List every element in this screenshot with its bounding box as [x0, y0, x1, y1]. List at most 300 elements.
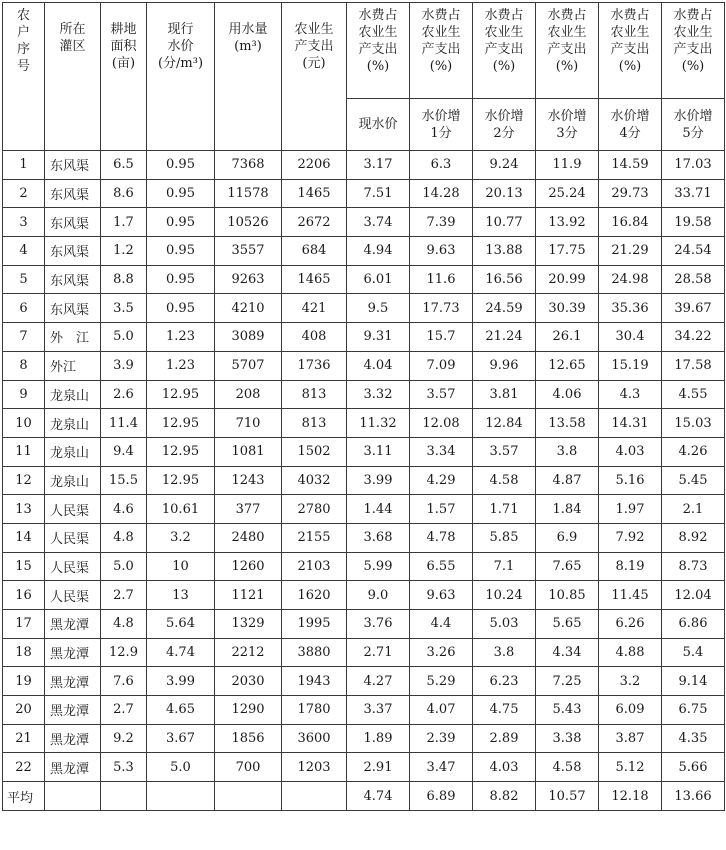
cost-cell: 1620 — [282, 581, 347, 610]
water-cell: 208 — [215, 380, 282, 409]
ratio-plus5-cell: 9.14 — [662, 667, 725, 696]
header-sub-label: 3分 — [556, 125, 578, 141]
cost-cell: 1780 — [282, 696, 347, 725]
average-ratio-plus2-cell: 8.82 — [473, 782, 536, 811]
ratio-plus3-cell: 4.58 — [536, 753, 599, 782]
header-land — [101, 3, 147, 151]
area-cell: 黑龙潭 — [45, 724, 101, 753]
land-cell: 3.5 — [101, 294, 147, 323]
ratio-plus1-cell: 3.47 — [410, 753, 473, 782]
ratio-plus4-cell: 11.45 — [599, 581, 662, 610]
ratio-current-cell: 9.5 — [347, 294, 410, 323]
header-cost — [282, 3, 347, 151]
header-cost-line: 农业生 — [294, 22, 334, 37]
ratio-plus2-cell: 12.84 — [473, 409, 536, 438]
header-area-line: 灌区 — [59, 39, 86, 54]
table-row — [3, 380, 725, 409]
header-sub-label: 2分 — [493, 125, 515, 141]
ratio-current-cell: 9.0 — [347, 581, 410, 610]
ratio-plus1-cell: 4.07 — [410, 696, 473, 725]
ratio-plus5-cell: 39.67 — [662, 294, 725, 323]
land-cell: 15.5 — [101, 466, 147, 495]
cost-cell: 2672 — [282, 208, 347, 237]
ratio-plus4-cell: 3.2 — [599, 667, 662, 696]
ratio-plus2-cell: 16.56 — [473, 265, 536, 294]
cost-cell: 813 — [282, 380, 347, 409]
seq-cell: 4 — [3, 237, 45, 266]
table-row — [3, 638, 725, 667]
table-row — [3, 294, 725, 323]
ratio-plus3-cell: 5.43 — [536, 696, 599, 725]
land-cell: 9.4 — [101, 437, 147, 466]
ratio-current-cell: 4.04 — [347, 351, 410, 380]
ratio-plus2-cell: 1.71 — [473, 495, 536, 524]
ratio-plus2-cell: 4.03 — [473, 753, 536, 782]
ratio-plus2-cell: 10.24 — [473, 581, 536, 610]
ratio-plus5-cell: 17.03 — [662, 151, 725, 180]
header-price-line: (分/m³) — [157, 56, 204, 71]
area-cell: 黑龙潭 — [45, 696, 101, 725]
ratio-plus2-cell: 21.24 — [473, 323, 536, 352]
ratio-current-cell: 2.71 — [347, 638, 410, 667]
water-cell: 1121 — [215, 581, 282, 610]
table-row — [3, 323, 725, 352]
water-cell: 2212 — [215, 638, 282, 667]
area-cell: 东风渠 — [45, 265, 101, 294]
land-cell: 11.4 — [101, 409, 147, 438]
ratio-plus4-cell: 3.87 — [599, 724, 662, 753]
header-ratio-line: 产支出 — [421, 42, 461, 57]
cost-cell: 2780 — [282, 495, 347, 524]
ratio-plus5-cell: 4.26 — [662, 437, 725, 466]
header-price-line: 现行 — [167, 22, 194, 37]
seq-cell: 1 — [3, 151, 45, 180]
price-cell: 0.95 — [147, 151, 215, 180]
ratio-plus4-cell: 16.84 — [599, 208, 662, 237]
water-fee-table — [2, 2, 725, 811]
ratio-current-cell: 2.91 — [347, 753, 410, 782]
ratio-plus3-cell: 13.58 — [536, 409, 599, 438]
seq-cell: 15 — [3, 552, 45, 581]
header-ratio — [410, 3, 473, 99]
cost-cell: 1995 — [282, 610, 347, 639]
ratio-plus3-cell: 1.84 — [536, 495, 599, 524]
ratio-plus2-cell: 4.58 — [473, 466, 536, 495]
ratio-plus5-cell: 33.71 — [662, 179, 725, 208]
water-cell: 377 — [215, 495, 282, 524]
seq-cell: 9 — [3, 380, 45, 409]
header-ratio-line: 水费占 — [421, 8, 461, 23]
cost-cell: 1943 — [282, 667, 347, 696]
header-ratio-line: 水费占 — [484, 8, 524, 23]
seq-cell: 20 — [3, 696, 45, 725]
seq-cell: 6 — [3, 294, 45, 323]
ratio-current-cell: 4.27 — [347, 667, 410, 696]
header-ratio-line: 农业生 — [421, 25, 461, 40]
land-cell: 9.2 — [101, 724, 147, 753]
ratio-plus3-cell: 4.87 — [536, 466, 599, 495]
ratio-current-cell: 3.74 — [347, 208, 410, 237]
header-sub-label: 5分 — [682, 125, 704, 141]
header-sub-plus1 — [410, 99, 473, 151]
area-cell: 人民渠 — [45, 581, 101, 610]
ratio-plus5-cell: 8.73 — [662, 552, 725, 581]
ratio-plus5-cell: 5.66 — [662, 753, 725, 782]
price-cell: 0.95 — [147, 208, 215, 237]
price-cell: 1.23 — [147, 351, 215, 380]
land-cell: 1.2 — [101, 237, 147, 266]
header-sub-label: 水价增 — [673, 108, 713, 124]
average-ratio-plus3-cell: 10.57 — [536, 782, 599, 811]
cost-cell: 1465 — [282, 265, 347, 294]
ratio-plus2-cell: 9.96 — [473, 351, 536, 380]
header-sub-label: 1分 — [430, 125, 452, 141]
header-seq-line: 号 — [16, 59, 30, 74]
ratio-plus3-cell: 7.25 — [536, 667, 599, 696]
ratio-current-cell: 1.89 — [347, 724, 410, 753]
price-cell: 12.95 — [147, 466, 215, 495]
ratio-plus5-cell: 6.86 — [662, 610, 725, 639]
table-row — [3, 523, 725, 552]
area-cell: 黑龙潭 — [45, 667, 101, 696]
water-cell: 1243 — [215, 466, 282, 495]
ratio-plus5-cell: 4.55 — [662, 380, 725, 409]
ratio-current-cell: 1.44 — [347, 495, 410, 524]
area-cell: 东风渠 — [45, 237, 101, 266]
ratio-plus1-cell: 11.6 — [410, 265, 473, 294]
land-cell: 4.8 — [101, 610, 147, 639]
ratio-plus1-cell: 4.78 — [410, 523, 473, 552]
ratio-current-cell: 7.51 — [347, 179, 410, 208]
header-sub-plus5 — [662, 99, 725, 151]
ratio-plus3-cell: 17.75 — [536, 237, 599, 266]
ratio-plus1-cell: 5.29 — [410, 667, 473, 696]
header-ratio-line: 水费占 — [610, 8, 650, 23]
table-row — [3, 466, 725, 495]
header-ratio-line: 水费占 — [358, 8, 398, 23]
header-ratio — [599, 3, 662, 99]
header-sub-label: 4分 — [619, 125, 641, 141]
header-ratio — [473, 3, 536, 99]
header-ratio-line: 农业生 — [610, 25, 650, 40]
table-row — [3, 409, 725, 438]
header-ratio — [536, 3, 599, 99]
ratio-plus5-cell: 15.03 — [662, 409, 725, 438]
area-cell: 龙泉山 — [45, 466, 101, 495]
price-cell: 10 — [147, 552, 215, 581]
header-ratio-line: 产支出 — [673, 42, 713, 57]
land-cell: 1.7 — [101, 208, 147, 237]
average-ratio-current-cell: 4.74 — [347, 782, 410, 811]
ratio-plus1-cell: 3.57 — [410, 380, 473, 409]
cost-cell: 813 — [282, 409, 347, 438]
ratio-plus2-cell: 20.13 — [473, 179, 536, 208]
table-row — [3, 724, 725, 753]
table-row — [3, 151, 725, 180]
header-ratio-line: 农业生 — [484, 25, 524, 40]
ratio-plus3-cell: 30.39 — [536, 294, 599, 323]
area-cell: 东风渠 — [45, 179, 101, 208]
ratio-current-cell: 3.68 — [347, 523, 410, 552]
ratio-plus3-cell: 6.9 — [536, 523, 599, 552]
ratio-plus3-cell: 7.65 — [536, 552, 599, 581]
ratio-plus4-cell: 5.12 — [599, 753, 662, 782]
price-cell: 0.95 — [147, 294, 215, 323]
price-cell: 12.95 — [147, 380, 215, 409]
land-cell: 3.9 — [101, 351, 147, 380]
seq-cell: 5 — [3, 265, 45, 294]
land-cell: 2.7 — [101, 581, 147, 610]
header-area-line: 所在 — [59, 22, 86, 37]
water-cell: 2030 — [215, 667, 282, 696]
land-cell: 2.6 — [101, 380, 147, 409]
area-cell: 龙泉山 — [45, 437, 101, 466]
ratio-plus1-cell: 3.34 — [410, 437, 473, 466]
table-row — [3, 237, 725, 266]
area-cell: 人民渠 — [45, 523, 101, 552]
price-cell: 10.61 — [147, 495, 215, 524]
ratio-current-cell: 3.17 — [347, 151, 410, 180]
land-cell: 5.0 — [101, 323, 147, 352]
table-row — [3, 610, 725, 639]
header-ratio — [347, 3, 410, 99]
average-label: 平均 — [3, 782, 45, 811]
ratio-plus1-cell: 14.28 — [410, 179, 473, 208]
header-ratio-line: 产支出 — [610, 42, 650, 57]
table-row — [3, 437, 725, 466]
water-cell: 700 — [215, 753, 282, 782]
price-cell: 3.67 — [147, 724, 215, 753]
ratio-plus5-cell: 2.1 — [662, 495, 725, 524]
ratio-plus1-cell: 1.57 — [410, 495, 473, 524]
seq-cell: 14 — [3, 523, 45, 552]
area-cell: 黑龙潭 — [45, 610, 101, 639]
header-land-line: (亩) — [111, 56, 136, 71]
header-price — [147, 3, 215, 151]
land-cell: 4.6 — [101, 495, 147, 524]
area-cell: 黑龙潭 — [45, 638, 101, 667]
land-cell: 8.6 — [101, 179, 147, 208]
ratio-plus1-cell: 3.26 — [410, 638, 473, 667]
table-row — [3, 495, 725, 524]
header-ratio — [662, 3, 725, 99]
area-cell: 东风渠 — [45, 208, 101, 237]
price-cell: 1.23 — [147, 323, 215, 352]
cost-cell: 1203 — [282, 753, 347, 782]
header-ratio-line: (%) — [681, 59, 705, 74]
seq-cell: 13 — [3, 495, 45, 524]
ratio-plus3-cell: 20.99 — [536, 265, 599, 294]
cost-cell: 2155 — [282, 523, 347, 552]
water-cell: 3557 — [215, 237, 282, 266]
ratio-current-cell: 3.32 — [347, 380, 410, 409]
ratio-plus4-cell: 4.88 — [599, 638, 662, 667]
ratio-plus3-cell: 4.34 — [536, 638, 599, 667]
ratio-plus2-cell: 5.03 — [473, 610, 536, 639]
header-seq-line: 序 — [16, 42, 30, 57]
land-cell: 4.8 — [101, 523, 147, 552]
seq-cell: 2 — [3, 179, 45, 208]
land-cell: 7.6 — [101, 667, 147, 696]
ratio-plus3-cell: 10.85 — [536, 581, 599, 610]
ratio-current-cell: 11.32 — [347, 409, 410, 438]
header-sub-plus3 — [536, 99, 599, 151]
water-cell: 1081 — [215, 437, 282, 466]
land-cell: 5.3 — [101, 753, 147, 782]
seq-cell: 21 — [3, 724, 45, 753]
ratio-plus1-cell: 6.3 — [410, 151, 473, 180]
header-cost-line: (元) — [302, 56, 326, 71]
ratio-current-cell: 4.94 — [347, 237, 410, 266]
header-sub-plus4 — [599, 99, 662, 151]
average-ratio-plus4-cell: 12.18 — [599, 782, 662, 811]
water-cell: 1856 — [215, 724, 282, 753]
average-empty-cell — [215, 782, 282, 811]
seq-cell: 19 — [3, 667, 45, 696]
ratio-plus2-cell: 4.75 — [473, 696, 536, 725]
average-empty-cell — [45, 782, 101, 811]
ratio-plus3-cell: 26.1 — [536, 323, 599, 352]
land-cell: 12.9 — [101, 638, 147, 667]
header-cost-line: 产支出 — [294, 39, 334, 54]
cost-cell: 4032 — [282, 466, 347, 495]
area-cell: 龙泉山 — [45, 380, 101, 409]
area-cell: 龙泉山 — [45, 409, 101, 438]
ratio-plus4-cell: 8.19 — [599, 552, 662, 581]
price-cell: 12.95 — [147, 409, 215, 438]
ratio-plus4-cell: 6.09 — [599, 696, 662, 725]
ratio-plus5-cell: 5.45 — [662, 466, 725, 495]
cost-cell: 1736 — [282, 351, 347, 380]
ratio-plus1-cell: 6.55 — [410, 552, 473, 581]
header-area — [45, 3, 101, 151]
header-seq-line: 农 — [16, 8, 30, 23]
ratio-plus3-cell: 25.24 — [536, 179, 599, 208]
ratio-plus2-cell: 9.24 — [473, 151, 536, 180]
table-row — [3, 753, 725, 782]
ratio-plus1-cell: 15.7 — [410, 323, 473, 352]
ratio-plus5-cell: 4.35 — [662, 724, 725, 753]
seq-cell: 10 — [3, 409, 45, 438]
cost-cell: 421 — [282, 294, 347, 323]
header-sub-current — [347, 99, 410, 151]
area-cell: 人民渠 — [45, 495, 101, 524]
price-cell: 13 — [147, 581, 215, 610]
area-cell: 外江 — [45, 351, 101, 380]
ratio-plus5-cell: 19.58 — [662, 208, 725, 237]
seq-cell: 7 — [3, 323, 45, 352]
ratio-plus3-cell: 5.65 — [536, 610, 599, 639]
price-cell: 0.95 — [147, 237, 215, 266]
seq-cell: 22 — [3, 753, 45, 782]
ratio-current-cell: 3.99 — [347, 466, 410, 495]
ratio-plus1-cell: 2.39 — [410, 724, 473, 753]
area-cell: 东风渠 — [45, 151, 101, 180]
water-cell: 9263 — [215, 265, 282, 294]
land-cell: 6.5 — [101, 151, 147, 180]
header-ratio-line: 农业生 — [547, 25, 587, 40]
table-row — [3, 265, 725, 294]
ratio-plus3-cell: 3.8 — [536, 437, 599, 466]
ratio-plus4-cell: 24.98 — [599, 265, 662, 294]
ratio-plus3-cell: 13.92 — [536, 208, 599, 237]
ratio-plus4-cell: 4.03 — [599, 437, 662, 466]
ratio-plus4-cell: 14.59 — [599, 151, 662, 180]
water-cell: 710 — [215, 409, 282, 438]
header-ratio-line: (%) — [492, 59, 516, 74]
ratio-plus3-cell: 11.9 — [536, 151, 599, 180]
ratio-plus1-cell: 4.29 — [410, 466, 473, 495]
table-row — [3, 179, 725, 208]
ratio-plus4-cell: 29.73 — [599, 179, 662, 208]
price-cell: 4.74 — [147, 638, 215, 667]
header-ratio-line: (%) — [366, 59, 390, 74]
average-empty-cell — [101, 782, 147, 811]
ratio-plus5-cell: 24.54 — [662, 237, 725, 266]
seq-cell: 11 — [3, 437, 45, 466]
ratio-plus2-cell: 10.77 — [473, 208, 536, 237]
ratio-plus2-cell: 13.88 — [473, 237, 536, 266]
ratio-plus1-cell: 12.08 — [410, 409, 473, 438]
table-row — [3, 552, 725, 581]
water-cell: 11578 — [215, 179, 282, 208]
header-sub-label: 水价增 — [610, 108, 650, 124]
header-sub-label: 水价增 — [421, 108, 461, 124]
cost-cell: 2103 — [282, 552, 347, 581]
table-row — [3, 667, 725, 696]
header-ratio-line: (%) — [555, 59, 579, 74]
seq-cell: 8 — [3, 351, 45, 380]
ratio-plus4-cell: 30.4 — [599, 323, 662, 352]
water-cell: 7368 — [215, 151, 282, 180]
ratio-plus1-cell: 9.63 — [410, 581, 473, 610]
cost-cell: 408 — [282, 323, 347, 352]
average-ratio-plus1-cell: 6.89 — [410, 782, 473, 811]
water-cell: 2480 — [215, 523, 282, 552]
table-row — [3, 208, 725, 237]
ratio-plus5-cell: 17.58 — [662, 351, 725, 380]
ratio-plus2-cell: 5.85 — [473, 523, 536, 552]
header-sub-label: 水价增 — [547, 108, 587, 124]
water-cell: 4210 — [215, 294, 282, 323]
ratio-plus4-cell: 4.3 — [599, 380, 662, 409]
ratio-plus2-cell: 24.59 — [473, 294, 536, 323]
ratio-plus4-cell: 15.19 — [599, 351, 662, 380]
header-ratio-line: 水费占 — [547, 8, 587, 23]
ratio-current-cell: 5.99 — [347, 552, 410, 581]
water-cell: 1290 — [215, 696, 282, 725]
ratio-plus3-cell: 3.38 — [536, 724, 599, 753]
ratio-plus3-cell: 4.06 — [536, 380, 599, 409]
ratio-current-cell: 3.76 — [347, 610, 410, 639]
water-cell: 10526 — [215, 208, 282, 237]
average-row — [3, 782, 725, 811]
ratio-plus4-cell: 35.36 — [599, 294, 662, 323]
ratio-plus5-cell: 12.04 — [662, 581, 725, 610]
price-cell: 12.95 — [147, 437, 215, 466]
header-sub-plus2 — [473, 99, 536, 151]
table-body — [3, 151, 725, 811]
price-cell: 5.64 — [147, 610, 215, 639]
ratio-plus1-cell: 17.73 — [410, 294, 473, 323]
table-row — [3, 351, 725, 380]
header-water — [215, 3, 282, 151]
table-row — [3, 696, 725, 725]
ratio-plus2-cell: 2.89 — [473, 724, 536, 753]
land-cell: 2.7 — [101, 696, 147, 725]
header-seq-line: 户 — [16, 25, 30, 40]
water-cell: 5707 — [215, 351, 282, 380]
